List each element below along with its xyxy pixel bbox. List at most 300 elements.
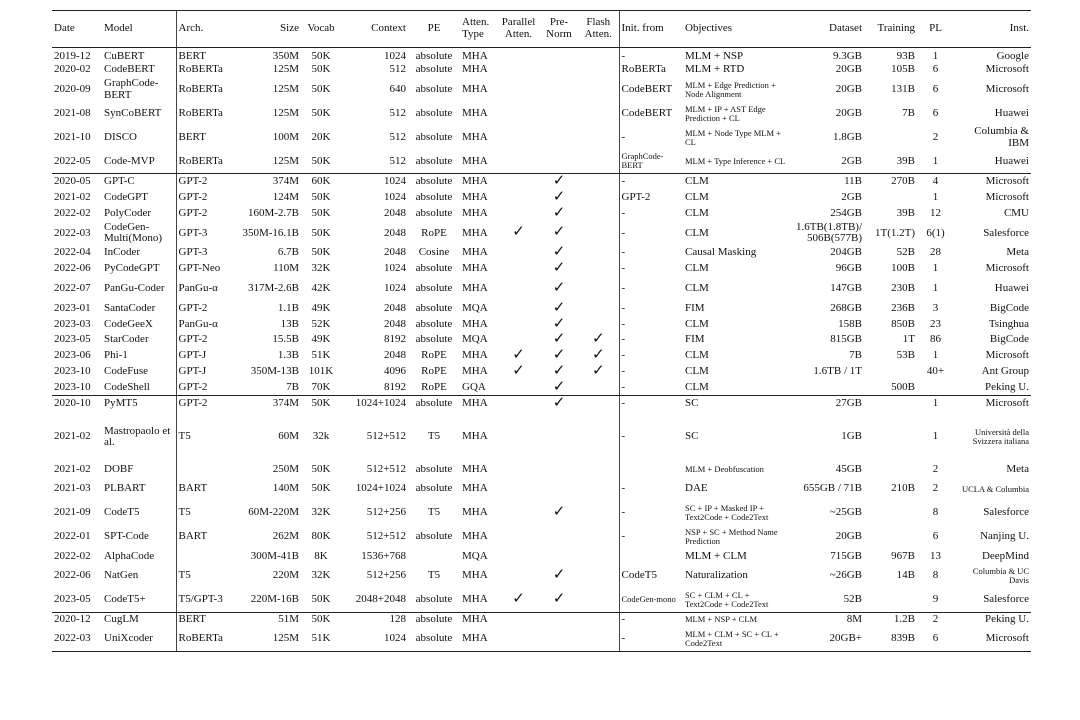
cell-init-from: - [621, 301, 626, 314]
cell-pl: 9 [917, 588, 954, 612]
cell-pe: Cosine [418, 246, 450, 259]
cell-context: 1024 [384, 262, 406, 275]
cell-pe: absolute [415, 282, 453, 295]
cell-context: 1024 [384, 282, 406, 295]
cell-parallel-atten [497, 412, 540, 462]
cell-inst: Salesforce [983, 506, 1029, 519]
cell-context: 512 [389, 63, 406, 76]
cell-flash-atten [578, 317, 619, 333]
cell-pe: absolute [415, 613, 453, 626]
table-row [52, 261, 1031, 277]
cell-model: NatGen [102, 564, 176, 588]
cell-parallel-atten [497, 206, 540, 222]
cell-training [864, 190, 917, 206]
cell-inst: Microsoft [985, 190, 1029, 203]
cell-objectives: MLM + RTD [685, 63, 745, 76]
cell-vocab: 70K [301, 380, 341, 396]
cell-dataset: 1.6TB(1.8TB)/ 506B(577B) [796, 220, 862, 245]
cell-atten-type: MHA [462, 63, 488, 76]
cell-context: 512 [389, 130, 406, 143]
cell-vocab: 50K [311, 246, 331, 259]
cell-arch: T5/GPT-3 [176, 588, 233, 612]
cell-training [864, 588, 917, 612]
cell-pre-norm: ✓ [552, 204, 566, 221]
cell-context: 512 [389, 106, 406, 119]
cell-inst: Microsoft [985, 82, 1029, 95]
cell-atten-type: MHA [462, 246, 488, 259]
cell-arch: PanGu-α [178, 282, 218, 295]
cell-size: 374M [272, 175, 299, 188]
cell-flash-atten [578, 174, 619, 190]
cell-pl: 1 [932, 190, 939, 203]
table-header [52, 11, 1031, 48]
cell-parallel-atten [497, 501, 540, 525]
cell-atten-type: MHA [462, 482, 488, 495]
cell-date: 2023-01 [54, 301, 91, 314]
cell-objectives: SC [685, 430, 699, 443]
cell-inst: BigCode [989, 333, 1029, 346]
cell-init-from: - [619, 380, 683, 396]
cell-arch: RoBERTa [176, 150, 233, 174]
cell-init-from: - [621, 364, 626, 377]
cell-parallel-atten [497, 549, 540, 564]
cell-date: 2022-06 [54, 262, 91, 275]
cell-pl: 2 [932, 130, 939, 143]
cell-parallel-atten [497, 245, 540, 261]
cell-pe: T5 [427, 569, 441, 582]
cell-objectives: MLM + Type Inference + CL [683, 150, 789, 174]
header-vocab: Vocab [301, 11, 341, 48]
cell-atten-type: MHA [462, 349, 488, 362]
table-row [52, 301, 1031, 317]
cell-size: 15.5B [272, 333, 299, 346]
cell-date: 2023-05 [52, 588, 102, 612]
cell-model: GPT-C [102, 174, 176, 190]
cell-init-from: - [621, 482, 626, 495]
cell-atten-type: GQA [460, 380, 497, 396]
cell-objectives: Naturalization [685, 569, 748, 582]
cell-parallel-atten [497, 126, 540, 150]
cell-objectives: CLM [685, 175, 709, 188]
cell-model: CodeBERT [102, 63, 176, 78]
cell-init-from: CodeBERT [621, 82, 673, 95]
cell-date: 2023-03 [54, 317, 91, 330]
cell-model: CodeGeeX [102, 317, 176, 333]
cell-model: SantaCoder [102, 301, 176, 317]
cell-objectives: CLM [685, 206, 709, 219]
cell-objectives: CLM [683, 380, 789, 396]
cell-model: AlphaCode [102, 549, 176, 564]
cell-model: DISCO [102, 126, 176, 150]
cell-init-from: GPT-2 [621, 190, 651, 203]
cell-flash-atten: ✓ [578, 332, 619, 348]
cell-model: CugLM [102, 612, 176, 627]
cell-objectives: CLM [685, 317, 709, 330]
cell-objectives: DAE [685, 482, 708, 495]
cell-size: 110M [273, 262, 299, 275]
cell-model: CodeGen-Multi(Mono) [102, 221, 176, 245]
cell-pre-norm [540, 102, 578, 126]
cell-context: 2048 [384, 317, 406, 330]
cell-training: 93B [896, 50, 915, 62]
cell-pl: 6 [932, 106, 939, 119]
cell-date: 2021-09 [54, 506, 91, 519]
cell-init-from: CodeGen-mono [619, 588, 683, 612]
cell-context: 512+512 [366, 430, 406, 443]
cell-date: 2021-03 [54, 482, 91, 495]
cell-objectives: SC + CLM + CL + Text2Code + Code2Text [683, 588, 789, 612]
cell-dataset: 254GB [830, 206, 862, 219]
cell-arch: RoBERTa [178, 82, 223, 95]
cell-pl: 40+ [926, 364, 945, 377]
cell-atten-type: MHA [462, 190, 488, 203]
group-encoder-models [52, 48, 1031, 174]
cell-flash-atten [578, 277, 619, 301]
cell-init-from: - [619, 627, 683, 651]
cell-parallel-atten [497, 102, 540, 126]
cell-pre-norm: ✓ [552, 279, 566, 296]
cell-flash-atten [578, 221, 619, 245]
cell-date: 2023-05 [54, 333, 91, 346]
cell-vocab: 50K [311, 613, 331, 626]
cell-training: 210B [891, 482, 915, 495]
table-row [52, 525, 1031, 549]
cell-pe: absolute [415, 106, 453, 119]
cell-init-from: CodeBERT [621, 106, 673, 119]
cell-pl: 2 [932, 462, 939, 475]
cell-context: 512+256 [366, 569, 406, 582]
cell-size: 13B [280, 317, 299, 330]
cell-inst: UCLA & Columbia [961, 483, 1029, 494]
cell-training: 39B [896, 206, 915, 219]
header-training: Training [864, 11, 917, 48]
cell-parallel-atten [497, 396, 540, 412]
cell-dataset: 20GB [835, 63, 862, 76]
cell-arch: RoBERTa [178, 63, 223, 76]
cell-pe: absolute [415, 82, 453, 95]
table-row [52, 348, 1031, 364]
cell-model: PolyCoder [102, 206, 176, 222]
cell-context: 512+512 [366, 462, 406, 475]
cell-parallel-atten [497, 63, 540, 78]
cell-init-from: - [621, 506, 626, 519]
cell-size: 125M [272, 63, 299, 76]
cell-arch: BERT [178, 613, 206, 626]
code-models-table [52, 10, 1031, 652]
cell-flash-atten [578, 627, 619, 651]
cell-atten-type: MHA [460, 627, 497, 651]
cell-pe: absolute [415, 206, 453, 219]
cell-pre-norm [540, 525, 578, 549]
cell-flash-atten [578, 462, 619, 477]
cell-dataset: ~25GB [829, 506, 862, 519]
cell-flash-atten [578, 477, 619, 501]
cell-init-from: - [621, 333, 626, 346]
cell-context: 2048+2048 [341, 588, 408, 612]
cell-arch: GPT-2 [178, 333, 208, 346]
cell-training: 500B [864, 380, 917, 396]
cell-date: 2022-07 [54, 282, 91, 295]
cell-dataset: 20GB+ [789, 627, 864, 651]
header-context: Context [341, 11, 408, 48]
cell-context: 2048 [384, 226, 406, 239]
cell-date: 2023-10 [52, 380, 102, 396]
cell-training: 839B [864, 627, 917, 651]
cell-parallel-atten [497, 301, 540, 317]
header-atten-type: Atten. Type [460, 11, 497, 48]
cell-objectives: SC [685, 397, 699, 410]
cell-vocab: 50K [311, 206, 331, 219]
cell-inst: Columbia & IBM [974, 125, 1029, 149]
group-encoder-decoder-models [52, 396, 1031, 612]
cell-size: 60M [278, 430, 299, 443]
cell-parallel-atten [497, 261, 540, 277]
cell-arch: T5 [178, 430, 191, 443]
cell-init-from: - [621, 262, 626, 275]
cell-inst: Columbia & UC Davis [972, 566, 1029, 586]
cell-pe: absolute [415, 63, 453, 76]
cell-size: 140M [272, 482, 299, 495]
cell-date: 2021-02 [54, 430, 91, 443]
cell-training: 39B [864, 150, 917, 174]
cell-size: 374M [272, 397, 299, 410]
cell-date: 2022-02 [54, 206, 91, 219]
cell-objectives: Causal Masking [685, 246, 757, 259]
cell-context: 1024 [341, 627, 408, 651]
cell-training: 236B [891, 301, 915, 314]
table-row [52, 564, 1031, 588]
cell-dataset: 158B [838, 317, 862, 330]
table-row [52, 412, 1031, 462]
cell-date: 2021-10 [54, 130, 91, 143]
cell-atten-type: MHA [462, 262, 488, 275]
cell-objectives: FIM [685, 301, 705, 314]
cell-vocab: 50K [311, 63, 331, 76]
cell-parallel-atten: ✓ [512, 362, 525, 379]
cell-date: 2020-09 [54, 82, 91, 95]
cell-pre-norm [540, 462, 578, 477]
cell-model: PLBART [102, 477, 176, 501]
cell-dataset: 96GB [835, 262, 862, 275]
cell-init-from: - [621, 282, 626, 295]
cell-pl: 13 [930, 549, 941, 562]
cell-parallel-atten [497, 332, 540, 348]
cell-dataset: 715GB [830, 549, 862, 562]
cell-training: 105B [891, 63, 915, 76]
cell-init-from: - [621, 206, 626, 219]
table-row [52, 462, 1031, 477]
cell-arch: GPT-Neo [178, 262, 221, 275]
cell-training [864, 525, 917, 549]
cell-inst: Microsoft [985, 175, 1029, 188]
cell-parallel-atten: ✓ [512, 347, 525, 364]
cell-pe: absolute [415, 317, 453, 330]
cell-dataset: 9.3GB [832, 50, 862, 62]
cell-atten-type: MQA [462, 549, 488, 562]
cell-arch: GPT-J [178, 364, 207, 377]
header-size: Size [233, 11, 301, 48]
cell-pl: 1 [917, 150, 954, 174]
cell-flash-atten [578, 150, 619, 174]
cell-size: 160M-2.7B [247, 206, 299, 219]
cell-pe: absolute [415, 190, 453, 203]
cell-objectives: CLM [685, 364, 709, 377]
cell-atten-type: MHA [462, 82, 488, 95]
cell-flash-atten [578, 301, 619, 317]
cell-date: 2022-01 [54, 530, 91, 543]
cell-parallel-atten [497, 380, 540, 396]
cell-flash-atten [578, 612, 619, 627]
cell-pre-norm: ✓ [540, 588, 578, 612]
cell-pe: RoPE [421, 364, 447, 377]
cell-init-from: RoBERTa [621, 63, 666, 76]
cell-atten-type: MHA [462, 130, 488, 143]
cell-atten-type: MHA [462, 569, 488, 582]
cell-pl: 1 [932, 397, 939, 410]
table-row [52, 317, 1031, 333]
cell-context: 512+512 [366, 530, 406, 543]
cell-dataset: 20GB [835, 82, 862, 95]
cell-date: 2022-03 [52, 627, 102, 651]
cell-training: 1T [902, 333, 915, 346]
cell-pre-norm: ✓ [552, 299, 566, 316]
cell-inst: Microsoft [985, 349, 1029, 362]
header-flash-atten: Flash Atten. [578, 11, 619, 48]
cell-context: 2048 [384, 246, 406, 259]
cell-size: 124M [272, 190, 299, 203]
header-dataset: Dataset [789, 11, 864, 48]
cell-arch: PanGu-α [178, 317, 218, 330]
cell-vocab: 50K [311, 82, 331, 95]
cell-inst: CMU [1003, 206, 1029, 219]
cell-arch: RoBERTa [176, 627, 233, 651]
cell-arch: RoBERTa [178, 106, 223, 119]
cell-size: 262M [272, 530, 299, 543]
cell-size: 350M-16.1B [242, 226, 299, 239]
cell-objectives: SC + IP + Masked IP + Text2Code + Code2Text [685, 503, 769, 523]
cell-pre-norm [540, 63, 578, 78]
cell-pl: 86 [930, 333, 941, 346]
cell-pre-norm: ✓ [552, 315, 566, 332]
cell-pl: 1 [932, 430, 939, 443]
cell-model: StarCoder [102, 332, 176, 348]
cell-dataset [789, 380, 864, 396]
cell-context: 640 [389, 82, 406, 95]
cell-pl: 6(1) [926, 226, 945, 239]
table-row [52, 126, 1031, 150]
table-row [52, 588, 1031, 612]
cell-pre-norm: ✓ [552, 567, 566, 584]
header-date: Date [52, 11, 102, 48]
cell-objectives: MLM + Edge Prediction + Node Alignment [685, 79, 776, 99]
cell-pre-norm [540, 412, 578, 462]
cell-init-from: - [621, 246, 626, 259]
cell-vocab: 50K [311, 190, 331, 203]
cell-vocab: 50K [311, 226, 331, 239]
cell-atten-type: MQA [462, 333, 488, 346]
table-row [52, 63, 1031, 78]
cell-dataset: 7B [849, 349, 862, 362]
cell-inst: BigCode [989, 301, 1029, 314]
cell-atten-type: MHA [462, 206, 488, 219]
cell-arch: GPT-J [178, 349, 207, 362]
cell-context: 1024+1024 [355, 397, 406, 410]
cell-pl: 6 [932, 530, 939, 543]
header-pre-norm: Pre- Norm [540, 11, 578, 48]
cell-flash-atten [578, 261, 619, 277]
cell-vocab: 49K [311, 301, 331, 314]
cell-init-from: - [621, 317, 626, 330]
cell-inst: Microsoft [954, 627, 1031, 651]
cell-objectives: MLM + Node Type MLM + CL [685, 127, 781, 147]
cell-atten-type: MQA [462, 301, 488, 314]
cell-init-from: CodeT5 [621, 569, 657, 582]
cell-pe: absolute [408, 627, 460, 651]
table-row [52, 190, 1031, 206]
group-decoder-models [52, 174, 1031, 396]
cell-parallel-atten [497, 525, 540, 549]
cell-flash-atten [578, 126, 619, 150]
cell-context: 1024+1024 [355, 482, 406, 495]
cell-date: 2020-05 [54, 175, 91, 188]
cell-training [864, 396, 917, 412]
table-row [52, 396, 1031, 412]
table-row [52, 332, 1031, 348]
table-row [52, 48, 1031, 63]
cell-context: 1024 [384, 50, 406, 62]
cell-parallel-atten [497, 477, 540, 501]
cell-pre-norm: ✓ [552, 260, 566, 277]
cell-pe: absolute [415, 301, 453, 314]
cell-arch: GPT-2 [178, 206, 208, 219]
cell-dataset: 52B [789, 588, 864, 612]
cell-flash-atten [578, 78, 619, 102]
cell-size: 317M-2.6B [247, 282, 299, 295]
cell-pre-norm [540, 48, 578, 63]
cell-pre-norm [540, 477, 578, 501]
cell-pre-norm: ✓ [552, 173, 566, 190]
cell-model: Phi-1 [102, 348, 176, 364]
cell-arch: GPT-2 [178, 397, 208, 410]
cell-vocab: 32K [311, 262, 331, 275]
cell-training [864, 462, 917, 477]
cell-init-from [619, 549, 683, 564]
cell-size: 300M-41B [250, 549, 299, 562]
cell-flash-atten [578, 245, 619, 261]
table-row [52, 277, 1031, 301]
cell-init-from: - [621, 50, 626, 62]
cell-flash-atten [578, 102, 619, 126]
cell-parallel-atten [497, 190, 540, 206]
table-row [52, 78, 1031, 102]
cell-dataset: 815GB [830, 333, 862, 346]
cell-pe: absolute [415, 130, 453, 143]
cell-dataset: 1.8GB [832, 130, 862, 143]
cell-date: 2022-04 [54, 246, 91, 259]
cell-model: UniXcoder [102, 627, 176, 651]
cell-arch: BART [178, 530, 208, 543]
cell-size: 250M [272, 462, 299, 475]
cell-inst: Google [996, 50, 1029, 62]
cell-init-from: - [621, 349, 626, 362]
table-row [52, 206, 1031, 222]
cell-inst: Huawei [954, 150, 1031, 174]
cell-arch [176, 462, 233, 477]
cell-training: 1T(1.2T) [874, 226, 915, 239]
cell-context: 512+256 [366, 506, 406, 519]
model-table-container [52, 10, 1031, 652]
cell-inst: Peking U. [985, 613, 1029, 626]
